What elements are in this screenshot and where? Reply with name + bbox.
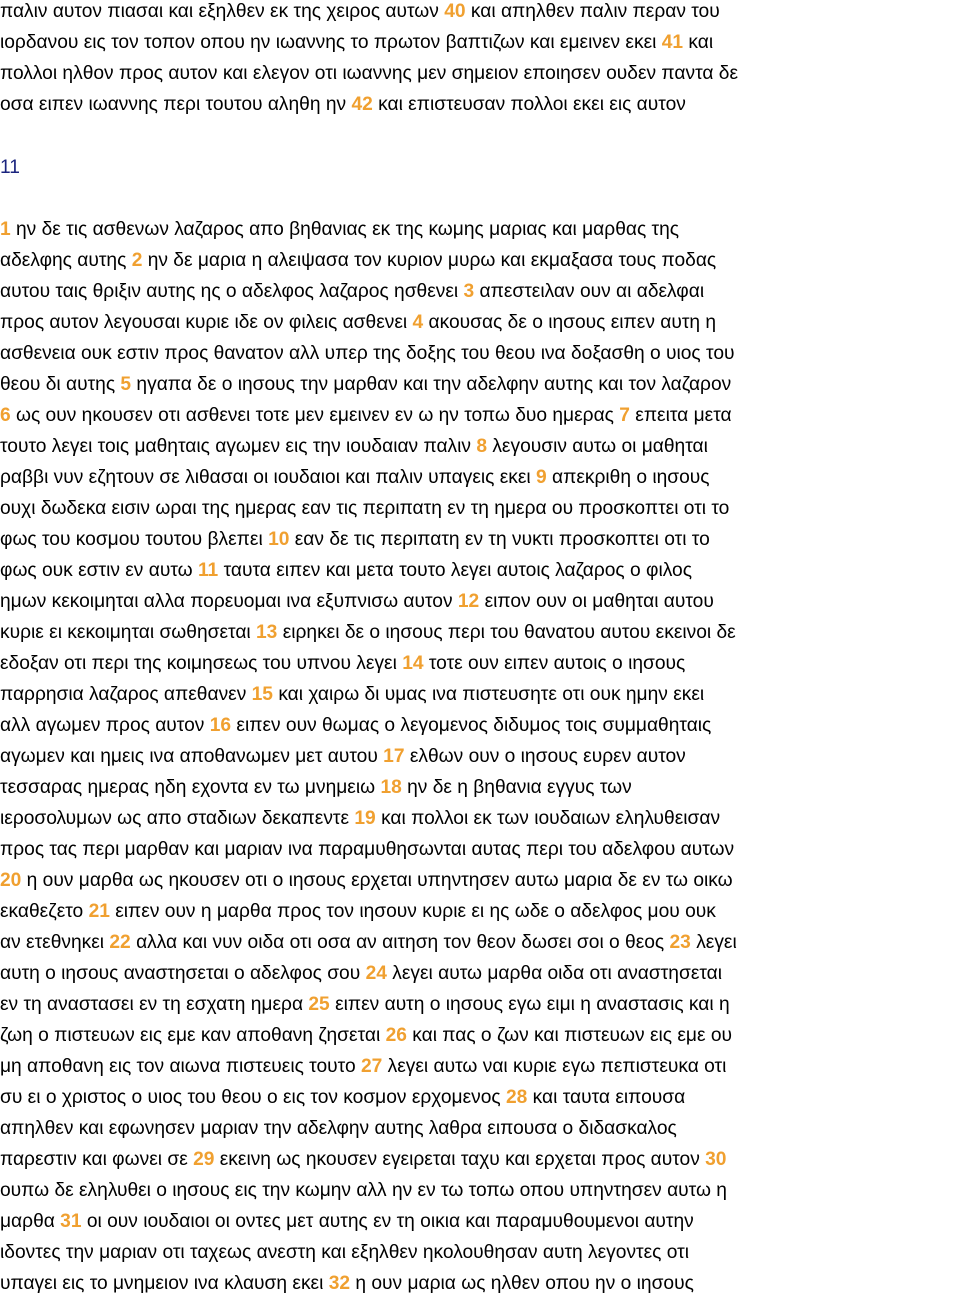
text-line (0, 466, 710, 490)
verse-number: 23 (669, 932, 691, 953)
verse-text: προς αυτον λεγουσαι κυριε ιδε ον φιλεις ασθενει (0, 312, 413, 333)
verse-text: εκαθεζετο (0, 901, 89, 922)
text-line (0, 1024, 732, 1048)
text-line (0, 373, 731, 397)
verse-number: 6 (0, 405, 11, 426)
verse-text: συ ει ο χριστος ο υιος του θεου ο εις τον κοσμον ερχομενος (0, 1087, 506, 1108)
verse-text: ασθενεια ουκ εστιν προς θανατον αλλ υπερ της δοξης του θεου ινα δοξασθη ο υιος του (0, 343, 735, 364)
verse-text: προς τας περι μαρθαν και μαριαν ινα παραμυθησωνται αυτας περι του αδελφου αυτων (0, 839, 735, 860)
text-line (0, 993, 730, 1017)
verse-number: 26 (385, 1025, 407, 1046)
text-line (0, 962, 722, 986)
verse-number: 17 (383, 746, 405, 767)
verse-text: εν τη αναστασει εν τη εσχατη ημερα (0, 994, 309, 1015)
verse-number: 21 (88, 901, 110, 922)
verse-number: 16 (209, 715, 232, 736)
verse-text: ειπεν ουν η μαρθα προς τον ιησουν κυριε ει ης ωδε ο αδελφος μου ουκ (109, 901, 716, 922)
chapter-number: 11 (0, 157, 20, 178)
verse-number: 14 (402, 653, 424, 674)
text-line (0, 1086, 685, 1110)
verse-text: ιεροσολυμων ως απο σταδιων δεκαπεντε (0, 808, 355, 829)
verse-text: ειπεν αυτη ο ιησους εγω ειμι η αναστασις και η (329, 994, 730, 1015)
verse-number: 12 (457, 591, 480, 612)
verse-text: ελθων ουν ο ιησους ευρεν αυτον (404, 746, 686, 767)
verse-text: και επιστευσαν πολλοι εκει εις αυτον (372, 94, 686, 115)
text-line (0, 528, 710, 552)
verse-text: ημων κεκοιμηται αλλα πορευομαι ινα εξυπνισω αυτον (0, 591, 458, 612)
verse-text: τοτε ουν ειπεν αυτοις ο ιησους (423, 653, 686, 674)
verse-text: υπαγει εις το μνημειον ινα κλαυση εκει (0, 1273, 329, 1293)
verse-text: και ταυτα ειπουσα (527, 1087, 686, 1108)
verse-text: εαν δε τις περιπατη εν τη νυκτι προσκοπτει οτι το (289, 529, 710, 550)
verse-number: 3 (463, 281, 475, 302)
verse-number: 2 (131, 250, 143, 271)
text-line (0, 404, 732, 428)
verse-number: 9 (536, 467, 547, 488)
verse-text: παρρησια λαζαρος απεθανεν (0, 684, 252, 705)
verse-text: λεγει (690, 932, 737, 953)
verse-number: 13 (256, 622, 278, 643)
text-line (0, 745, 686, 769)
verse-text: τουτο λεγει τοις μαθηταις αγωμεν εις την ιουδαιαν παλιν (0, 436, 477, 457)
verse-text: ην δε τις ασθενων λαζαρος απο βηθανιας εκ της κωμης μαριας και μαρθας της (10, 219, 680, 240)
verse-number: 29 (193, 1149, 215, 1170)
text-line (0, 1179, 727, 1203)
text-line (0, 0, 720, 24)
text-line (0, 311, 716, 335)
text-line (0, 776, 632, 800)
text-line (0, 1210, 694, 1234)
verse-number: 10 (268, 529, 290, 550)
verse-text: ην δε μαρια η αλειψασα τον κυριον μυρω και εκμαξασα τους ποδας (142, 250, 717, 271)
text-line (0, 1055, 726, 1079)
verse-number: 20 (0, 870, 22, 891)
text-line (0, 249, 716, 273)
verse-text: ταυτα ειπεν και μετα τουτο λεγει αυτοις λαζαρος ο φιλος (218, 560, 692, 581)
text-line (0, 1272, 694, 1293)
text-line (0, 218, 679, 242)
verse-number: 22 (109, 932, 131, 953)
verse-text: ιδοντες την μαριαν οτι ταχεως ανεστη και εξηλθεν ηκολουθησαν αυτη λεγοντες οτι (0, 1242, 689, 1263)
verse-number: 32 (328, 1273, 351, 1293)
verse-text: αυτου ταις θριξιν αυτης ης ο αδελφος λαζαρος ησθενει (0, 281, 464, 302)
verse-text: αλλ αγωμεν προς αυτον (0, 715, 210, 736)
text-line (0, 900, 716, 924)
verse-number: 40 (444, 1, 466, 22)
text-line (0, 590, 714, 614)
verse-text: και πας ο ζων και πιστευων εις εμε ου (406, 1025, 732, 1046)
verse-text: αλλα και νυν οιδα οτι οσα αν αιτηση τον θεον δωσει σοι ο θεος (130, 932, 670, 953)
verse-number: 42 (351, 94, 373, 115)
verse-text: λεγει αυτω ναι κυριε εγω πεπιστευκα οτι (382, 1056, 727, 1077)
text-line (0, 62, 738, 86)
verse-number: 4 (412, 312, 424, 333)
text-line (0, 652, 685, 676)
verse-text: και πολλοι εκ των ιουδαιων εληλυθεισαν (375, 808, 721, 829)
text-line (0, 931, 737, 955)
verse-text: λεγουσιν αυτω οι μαθηται (487, 436, 708, 457)
text-line (0, 838, 734, 862)
text-line (0, 1117, 677, 1141)
verse-text: τεσσαρας ημερας ηδη εχοντα εν τω μνημειω (0, 777, 381, 798)
verse-text: ζωη ο πιστευων εις εμε καν αποθανη ζησεται (0, 1025, 386, 1046)
verse-text: και χαιρω δι υμας ινα πιστευσητε οτι ουκ ημην εκει (272, 684, 705, 705)
verse-text: ως ουν ηκουσεν οτι ασθενει τοτε μεν εμεινεν εν ω ην τοπω δυο ημερας (10, 405, 620, 426)
verse-number: 15 (251, 684, 273, 705)
verse-text: επειτα μετα (629, 405, 732, 426)
verse-text: πολλοι ηλθον προς αυτον και ελεγον οτι ιωαννης μεν σημειον εποιησεν ουδεν παντα δε (0, 63, 739, 84)
chapter-heading (0, 156, 20, 180)
verse-text: απεκριθη ο ιησους (546, 467, 710, 488)
text-line (0, 93, 686, 117)
verse-text: παλιν αυτον πιασαι και εξηλθεν εκ της χειρος αυτων (0, 1, 445, 22)
verse-text: ουπω δε εληλυθει ο ιησους εις την κωμην αλλ ην εν τω τοπω οπου υπηντησεν αυτω η (0, 1180, 727, 1201)
verse-text: εκεινη ως ηκουσεν εγειρεται ταχυ και ερχεται προς αυτον (214, 1149, 706, 1170)
verse-text: απηλθεν και εφωνησεν μαριαν την αδελφην αυτης λαθρα ειπουσα ο διδασκαλος (0, 1118, 677, 1139)
text-line (0, 559, 692, 583)
verse-number: 1 (0, 219, 11, 240)
verse-number: 7 (619, 405, 630, 426)
text-line (0, 1148, 726, 1172)
verse-text: ηγαπα δε ο ιησους την μαρθαν και την αδελφην αυτης και τον λαζαρον (131, 374, 732, 395)
verse-text: ραββι νυν εζητουν σε λιθασαι οι ιουδαιοι και παλιν υπαγεις εκει (0, 467, 537, 488)
verse-number: 19 (354, 808, 376, 829)
verse-text: φως ουκ εστιν εν αυτω (0, 560, 198, 581)
verse-number: 25 (308, 994, 330, 1015)
text-line (0, 497, 729, 521)
text-line (0, 342, 734, 366)
verse-text: ειπον ουν οι μαθηται αυτου (479, 591, 714, 612)
verse-number: 11 (197, 560, 219, 581)
verse-text: εδοξαν οτι περι της κοιμησεως του υπνου λεγει (0, 653, 403, 674)
verse-text: η ουν μαρθα ως ηκουσεν οτι ο ιησους ερχεται υπηντησεν αυτω μαρια δε εν τω οικω (21, 870, 733, 891)
verse-text: ειπεν ουν θωμας ο λεγομενος διδυμος τοις συμμαθηταις (231, 715, 712, 736)
verse-text: αυτη ο ιησους αναστησεται ο αδελφος σου (0, 963, 366, 984)
verse-text: απεστειλαν ουν αι αδελφαι (474, 281, 705, 302)
verse-text: ειρηκει δε ο ιησους περι του θανατου αυτου εκεινοι δε (277, 622, 736, 643)
verse-number: 41 (661, 32, 684, 53)
verse-number: 27 (360, 1056, 383, 1077)
verse-number: 18 (380, 777, 402, 798)
verse-text: μη αποθανη εις τον αιωνα πιστευεις τουτο (0, 1056, 361, 1077)
verse-text: και (683, 32, 714, 53)
verse-number: 24 (365, 963, 387, 984)
verse-text: και απηλθεν παλιν περαν του (465, 1, 720, 22)
verse-text: θεου δι αυτης (0, 374, 121, 395)
text-line (0, 621, 736, 645)
verse-text: παρεστιν και φωνει σε (0, 1149, 194, 1170)
verse-text: ιορδανου εις τον τοπον οπου ην ιωαννης το πρωτον βαπτιζων και εμεινεν εκει (0, 32, 662, 53)
text-line (0, 683, 704, 707)
text-line (0, 714, 711, 738)
verse-number: 5 (120, 374, 132, 395)
verse-text: αγωμεν και ημεις ινα αποθανωμεν μετ αυτου (0, 746, 384, 767)
verse-text: κυριε ει κεκοιμηται σωθησεται (0, 622, 257, 643)
text-line (0, 31, 713, 55)
verse-text: οσα ειπεν ιωαννης περι τουτου αληθη ην (0, 94, 352, 115)
text-line (0, 435, 708, 459)
verse-number: 31 (60, 1211, 82, 1232)
verse-text: αδελφης αυτης (0, 250, 132, 271)
verse-text: η ουν μαρια ως ηλθεν οπου ην ο ιησους (350, 1273, 694, 1293)
verse-text: λεγει αυτω μαρθα οιδα οτι αναστησεται (386, 963, 723, 984)
verse-text: ην δε η βηθανια εγγυς των (401, 777, 632, 798)
verse-number: 28 (505, 1087, 528, 1108)
verse-text: φως του κοσμου τουτου βλεπει (0, 529, 269, 550)
verse-text: μαρθα (0, 1211, 61, 1232)
verse-number: 30 (705, 1149, 727, 1170)
text-line (0, 807, 720, 831)
verse-text: αν ετεθνηκει (0, 932, 110, 953)
verse-number: 8 (476, 436, 487, 457)
verse-text: ακουσας δε ο ιησους ειπεν αυτη η (423, 312, 717, 333)
text-line (0, 869, 733, 893)
text-line (0, 280, 704, 304)
text-line (0, 1241, 689, 1265)
verse-text: οι ουν ιουδαιοι οι οντες μετ αυτης εν τη οικια και παραμυθουμενοι αυτην (81, 1211, 694, 1232)
verse-text: ουχι δωδεκα εισιν ωραι της ημερας εαν τις περιπατη εν τη ημερα ου προσκοπτει οτι το (0, 498, 730, 519)
